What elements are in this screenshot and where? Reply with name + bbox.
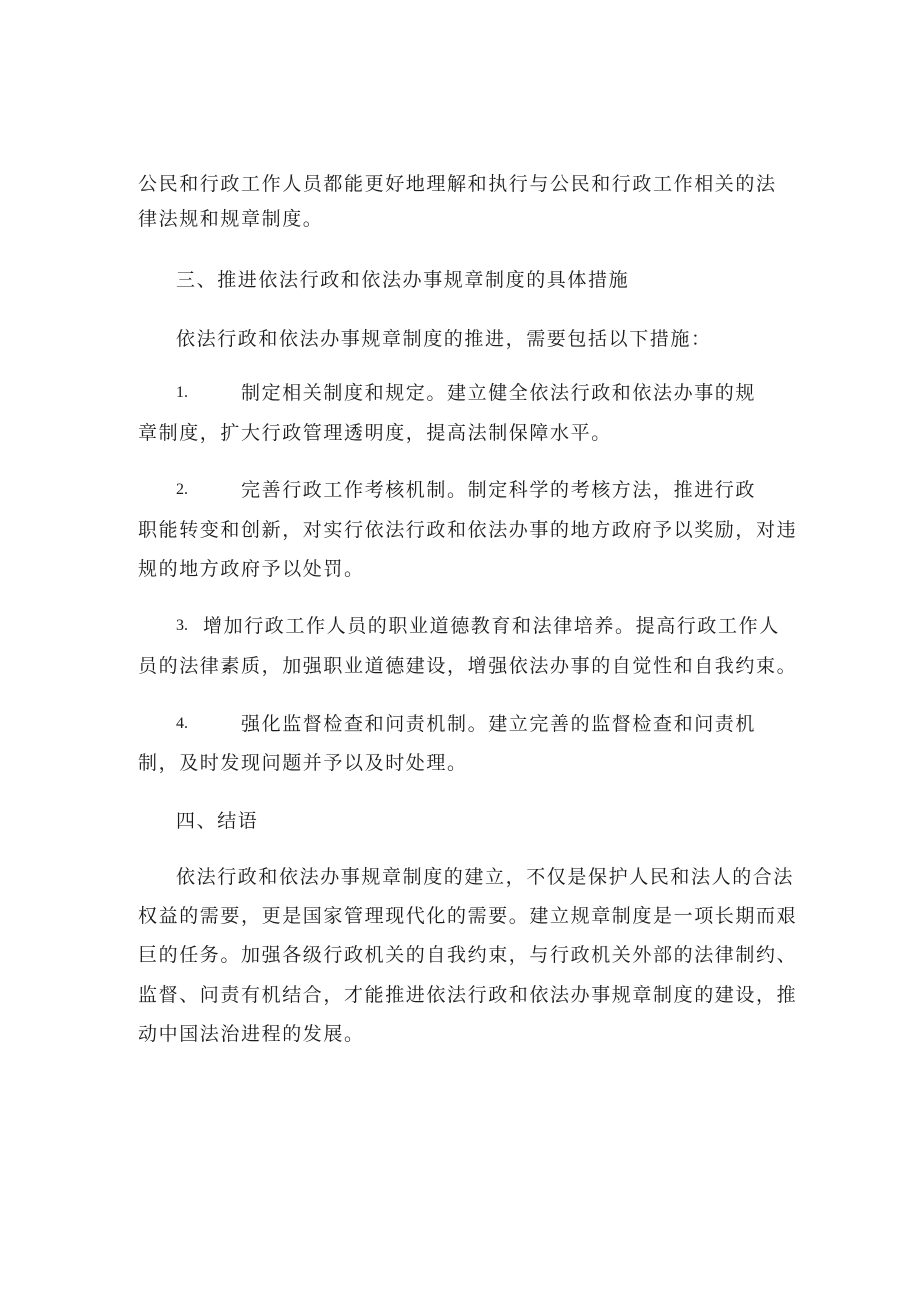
item-1-number: 1. (176, 384, 188, 401)
item-4-line-2: 制，及时发现问题并予以及时处理。 (138, 752, 468, 774)
item-2-line-1: 完善行政工作考核机制。制定科学的考核方法，推进行政 (241, 479, 757, 501)
item-1-line-2: 章制度，扩大行政管理透明度，提高法制保障水平。 (138, 422, 612, 444)
item-3-line-1: 增加行政工作人员的职业道德教育和法律培养。提高行政工作人 (203, 615, 780, 637)
conclusion-line-2: 权益的需要，更是国家管理现代化的需要。建立规章制度是一项长期而艰 (138, 905, 798, 927)
item-3-number: 3. (176, 617, 188, 634)
intro-line-1: 公民和行政工作人员都能更好地理解和执行与公民和行政工作相关的法 (138, 173, 777, 195)
section-3-heading: 三、推进依法行政和依法办事规章制度的具体措施 (176, 269, 630, 291)
conclusion-line-3: 巨的任务。加强各级行政机关的自我约束，与行政机关外部的法律制约、 (138, 944, 798, 966)
conclusion-line-5: 动中国法治进程的发展。 (138, 1023, 365, 1045)
section-4-heading: 四、结语 (176, 810, 259, 832)
intro-line-2: 律法规和规章制度。 (138, 208, 324, 230)
item-4-line-1: 强化监督检查和问责机制。建立完善的监督检查和问责机 (241, 713, 757, 735)
item-1-line-1: 制定相关制度和规定。建立健全依法行政和依法办事的规 (241, 382, 757, 404)
item-4-number: 4. (176, 715, 188, 732)
item-3-line-2: 员的法律素质，加强职业道德建设，增强依法办事的自觉性和自我约束。 (138, 655, 798, 677)
item-2-number: 2. (176, 481, 188, 498)
item-2-line-2: 职能转变和创新，对实行依法行政和依法办事的地方政府予以奖励，对违 (138, 519, 798, 541)
item-2-line-3: 规的地方政府予以处罚。 (138, 558, 365, 580)
conclusion-line-4: 监督、问责有机结合，才能推进依法行政和依法办事规章制度的建设，推 (138, 984, 798, 1006)
section-3-lead: 依法行政和依法办事规章制度的推进，需要包括以下措施： (176, 328, 712, 350)
conclusion-line-1: 依法行政和依法办事规章制度的建立，不仅是保护人民和法人的合法 (176, 866, 795, 888)
